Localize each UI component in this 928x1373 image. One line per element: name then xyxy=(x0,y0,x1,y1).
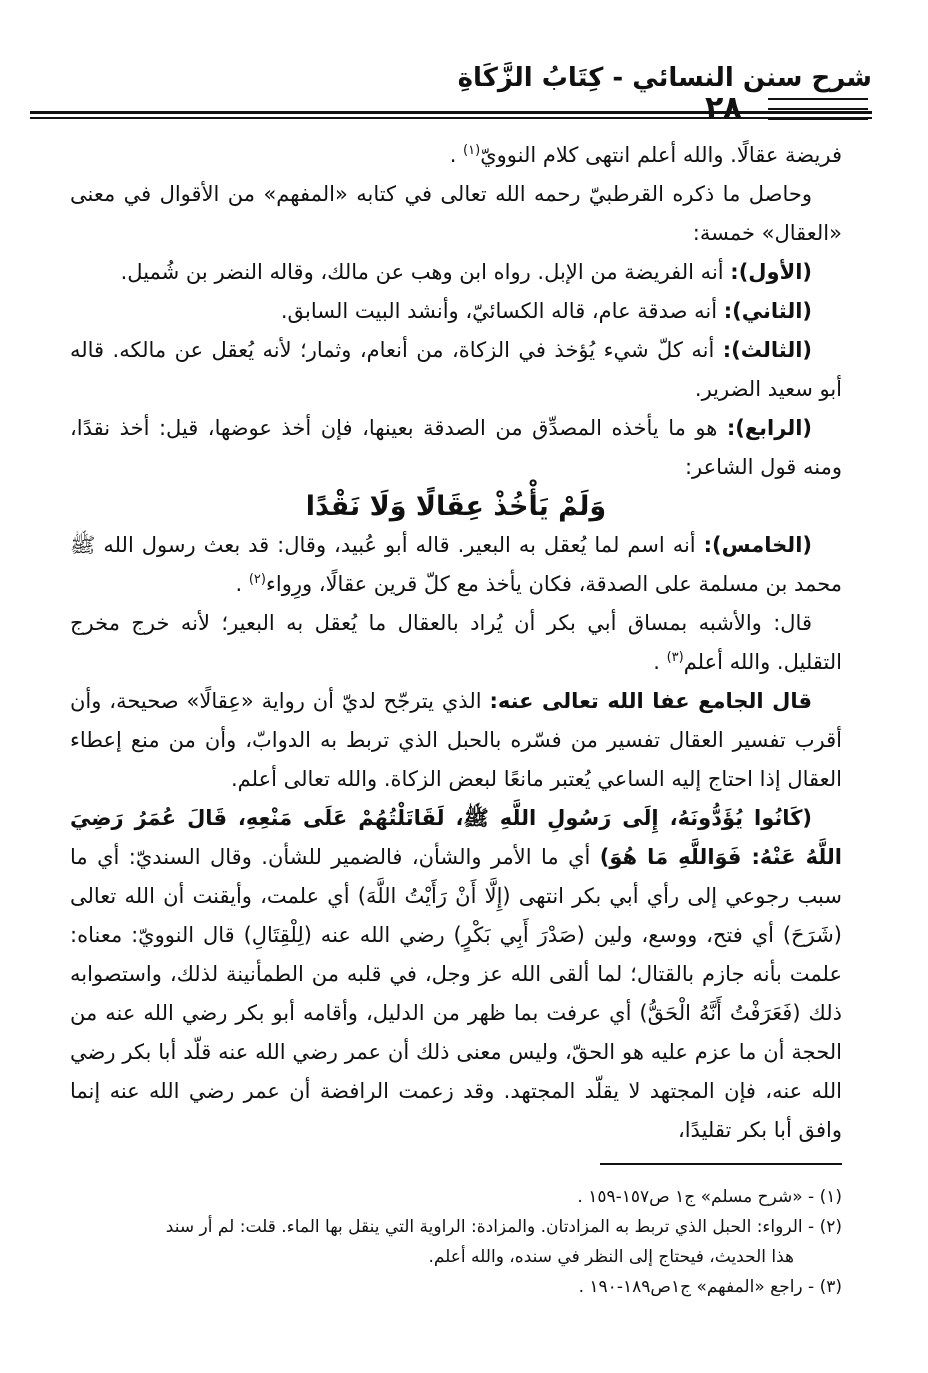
footnote-3: (٣) - راجع «المفهم» ج١ص١٨٩-١٩٠ . xyxy=(578,1277,842,1297)
footnote-1: (١) - «شرح مسلم» ج١ ص١٥٧-١٥٩ . xyxy=(577,1187,842,1207)
paragraph: قال الجامع عفا الله تعالى عنه: الذي يترجّح لديّ أن رواية «عِقالًا» صحيحة، وأن أقرب تفسير العقال تفسير من فسّره بالحبل الذي تربط به الدوابّ، وأن من منع إعطاء العقال إذا احتاج إليه الساعي يُعتبر مانعًا لبعض الزكاة. والله تعالى أعلم. xyxy=(70,689,842,791)
paragraph: وحاصل ما ذكره القرطبيّ رحمه الله تعالى في كتابه «المفهم» من الأقوال في معنى «العقال» خمسة: xyxy=(70,182,842,245)
page-number: ٢٨ xyxy=(705,90,742,125)
paragraph: (الثالث): أنه كلّ شيء يُؤخذ في الزكاة، من أنعام، وثمار؛ لأنه يُعقل عن مالكه. قاله أبو سعيد الضرير. xyxy=(70,338,842,401)
paragraph: (الأول): أنه الفريضة من الإبل. رواه ابن وهب عن مالك، وقاله النضر بن شُميل. xyxy=(120,260,812,284)
paragraph: (الرابع): هو ما يأخذه المصدِّق من الصدقة بعينها، فإن أخذ عوضها، قيل: أخذ نقدًا، ومنه قول الشاعر: xyxy=(70,416,842,479)
paragraph: (الثاني): أنه صدقة عام، قاله الكسائيّ، وأنشد البيت السابق. xyxy=(280,299,812,323)
paragraph: قال: والأشبه بمساق أبي بكر أن يُراد بالعقال ما يُعقل به البعير؛ لأنه خرج مخرج التقليل. والله أعلم$^{(٣)}$ . xyxy=(70,611,842,674)
paragraph: (كَانُوا يُؤَدُّونَهُ، إِلَى رَسُولِ اللَّهِ ﷺ، لَقَاتَلْتُهُمْ عَلَى مَنْعِهِ، قَالَ عُمَرُ رَضِيَ اللَّهُ عَنْهُ: فَوَاللَّهِ مَا هُوَ) أي ما الأمر والشأن، فالضمير للشأن. وقال السنديّ: أي ما سبب رجوعي إلى رأي أبي بكر انتهى (إِلَّا أَنْ رَأَيْتُ اللَّهَ) أي علمت، وأيقنت أن الله تعالى (شَرَحَ) أي فتح، ووسع، ولين (صَدْرَ أَبِي بَكْرٍ) رضي الله عنه (لِلْقِتَالِ) قال النوويّ: معناه: علمت بأنه جازم بالقتال؛ لما ألقى الله عز وجل، في قلبه من الطمأنينة لذلك، واستصوابه ذلك (فَعَرَفْتُ أَنَّهُ الْحَقُّ) أي عرفت بما ظهر من الدليل، وأقامه أبو بكر رضي الله عنه من الحجة أن ما عزم عليه هو الحقّ، وليس معنى ذلك أن عمر رضي الله عنه قلّد أبا بكر رضي الله عنه، فإن المجتهد لا يقلّد المجتهد. وقد زعمت الرافضة أن عمر رضي الله عنه إنما وافق أبا بكر تقليدًا، xyxy=(70,806,842,1142)
paragraph: فريضة عقالًا. والله أعلم انتهى كلام النوويّ$^{(١)}$ . xyxy=(449,143,842,167)
footnote-ref: (١) xyxy=(463,143,481,158)
footnote-2: (٢) - الرواء: الحبل الذي تربط به المزادتان. والمزادة: الراوية التي ينقل بها الماء. قلت: لم أر سند xyxy=(165,1217,842,1237)
header-title: شرح سنن النسائي - كِتَابُ الزَّكَاةِ xyxy=(457,63,872,93)
footnote-ref: (٣) xyxy=(666,650,684,665)
footnote-ref: (٢) xyxy=(248,572,266,587)
page-number-block xyxy=(700,88,872,128)
page-number-rule xyxy=(768,108,868,110)
footnote-2-continued: هذا الحديث، فيحتاج إلى النظر في سنده، والله أعلم. xyxy=(428,1247,794,1267)
paragraph: (الخامس): أنه اسم لما يُعقل به البعير. قاله أبو عُبيد، وقال: قد بعث رسول الله ﷺ محمد بن مسلمة على الصدقة، فكان يأخذ مع كلّ قرين عقالًا، ورِواء$^{(٢)}$ . xyxy=(70,533,842,596)
main-text xyxy=(70,136,842,1150)
page-number-rule xyxy=(768,98,868,100)
footnote-rule xyxy=(600,1163,842,1165)
page-number-rule xyxy=(768,118,868,120)
poetry-verse: وَلَمْ يَأْخُذْ عِقَالًا وَلَا نَقْدًا xyxy=(305,491,607,522)
footnotes xyxy=(70,1182,842,1302)
